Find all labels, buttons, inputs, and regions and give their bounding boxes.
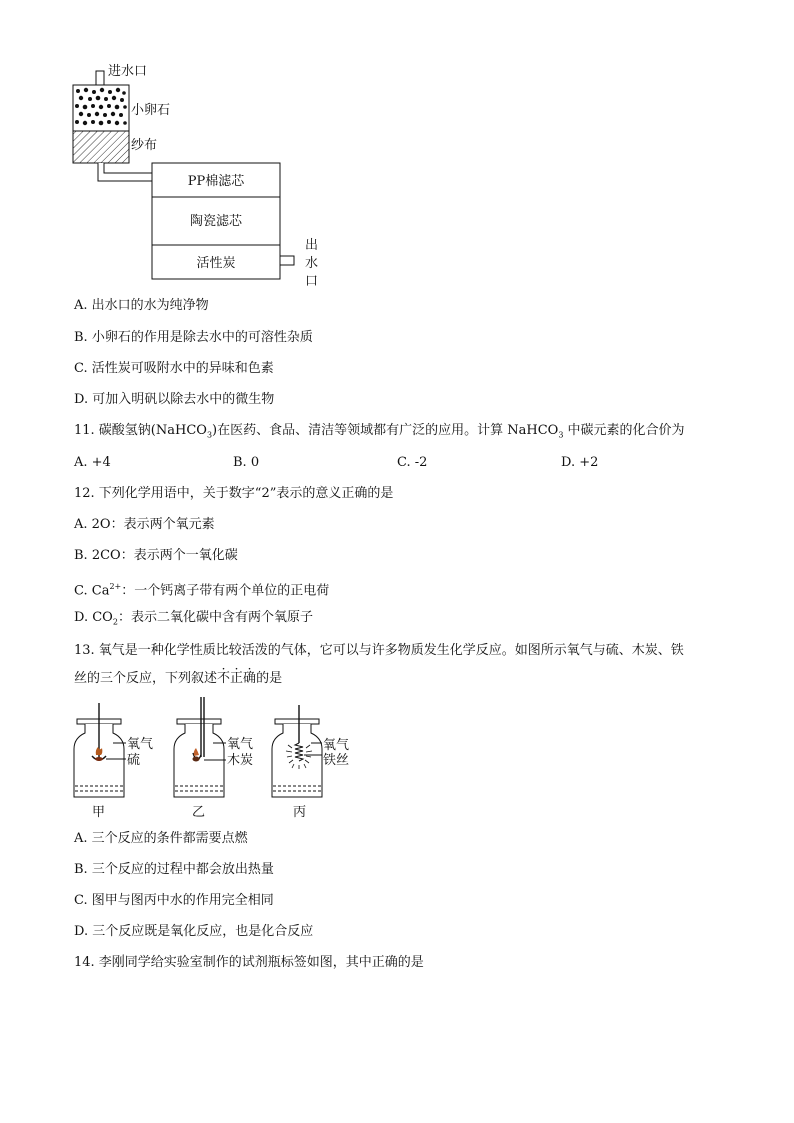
emphasis-char: 确 (243, 671, 257, 686)
bottle-jia (74, 703, 126, 797)
oxygen-reaction-bottles (64, 693, 374, 823)
q13-option-a[interactable]: A. 三个反应的条件都需要点燃 (74, 831, 248, 846)
bottle-yi-gas-label: 氧气 (227, 737, 254, 752)
q13-option-b[interactable]: B. 三个反应的过程中都会放出热量 (74, 862, 274, 877)
q14-stem: 14. 李刚同学给实验室制作的试剂瓶标签如图，其中正确的是 (74, 955, 424, 970)
q10-option-a[interactable]: A. 出水口的水为纯净物 (74, 298, 209, 313)
q12-option-c[interactable]: C. $Ca^{2+}$：一个钙离子带有两个单位的正电荷 (74, 582, 330, 599)
bottle-jia-gas-label: 氧气 (127, 737, 154, 752)
q10-option-c[interactable]: C. 活性炭可吸附水中的异味和色素 (74, 361, 274, 376)
emphasis-char: 正 (230, 671, 244, 686)
q12-option-a[interactable]: A. 2O：表示两个氧元素 (74, 517, 215, 532)
label-pebbles: 小卵石 (131, 103, 171, 118)
bottle-yi (174, 697, 226, 797)
bottle-bing-gas-label: 氧气 (323, 738, 350, 753)
q11-stem: 11. 碳酸氢钠(NaHCO$_3$)在医药、食品、清洁等领域都有广泛的应用。计算 NaHCO$_3$ 中碳元素的化合价为 (74, 423, 685, 440)
q13-option-c[interactable]: C. 图甲与图丙中水的作用完全相同 (74, 893, 274, 908)
q11-option-c[interactable]: C. -2 (397, 455, 428, 470)
label-gauze: 纱布 (131, 138, 158, 153)
bottle-jia-name: 甲 (92, 805, 106, 820)
q11-option-b[interactable]: B. 0 (233, 455, 260, 470)
q13-stem-line1: 13. 氧气是一种化学性质比较活泼的气体，它可以与许多物质发生化学反应。如图所示氧气与硫、木炭、铁 (74, 643, 684, 658)
label-outlet-2: 水 (305, 256, 319, 271)
label-outlet-1: 出 (305, 238, 319, 253)
bottle-bing (272, 705, 322, 797)
q11-option-d[interactable]: D. +2 (561, 455, 599, 470)
q13-stem-line2: 丝的三个反应，下列叙述不正确的是 (74, 671, 283, 686)
emphasis-char: 不 (217, 671, 231, 686)
q12-option-b[interactable]: B. 2CO：表示两个一氧化碳 (74, 548, 238, 563)
water-filter-diagram (60, 55, 340, 295)
label-carbon: 活性炭 (196, 256, 236, 271)
label-pp-cotton: PP棉滤芯 (187, 174, 245, 189)
q12-stem: 12. 下列化学用语中，关于数字“2”表示的意义正确的是 (74, 486, 394, 501)
bottle-bing-name: 丙 (293, 805, 307, 820)
bottle-yi-name: 乙 (192, 805, 206, 820)
label-outlet-3: 口 (305, 274, 319, 289)
q12-option-d[interactable]: D. $CO_2$：表示二氧化碳中含有两个氧原子 (74, 610, 313, 627)
q10-option-d[interactable]: D. 可加入明矾以除去水中的微生物 (74, 392, 275, 407)
label-inlet: 进水口 (108, 64, 148, 79)
q13-option-d[interactable]: D. 三个反应既是氧化反应，也是化合反应 (74, 924, 314, 939)
q11-option-a[interactable]: A. +4 (74, 455, 111, 470)
q10-option-b[interactable]: B. 小卵石的作用是除去水中的可溶性杂质 (74, 330, 313, 345)
bottle-yi-substance-label: 木炭 (227, 753, 254, 768)
bottle-jia-substance-label: 硫 (127, 753, 141, 768)
label-ceramic: 陶瓷滤芯 (189, 214, 243, 229)
bottle-bing-substance-label: 铁丝 (323, 753, 350, 768)
